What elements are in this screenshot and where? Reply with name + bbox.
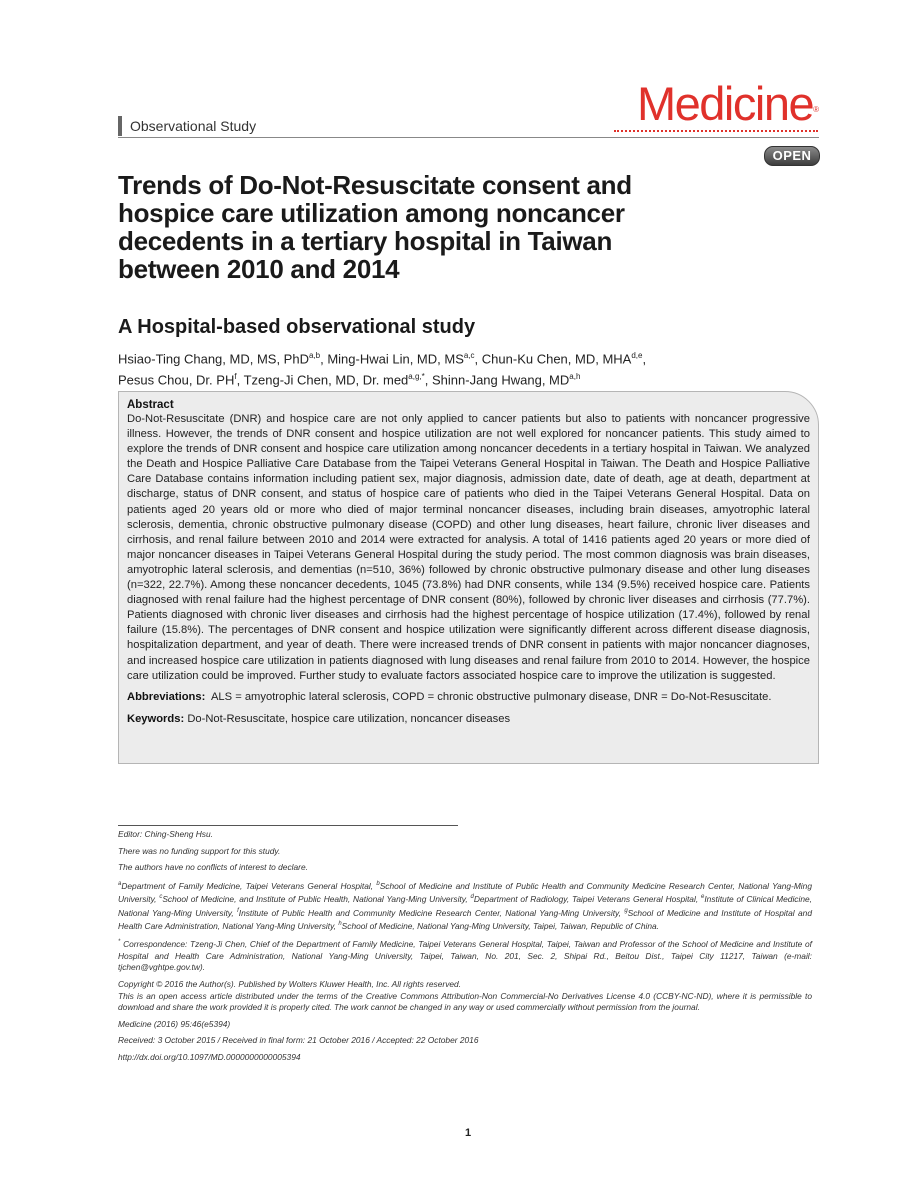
author-affiliation-mark: a,g,* (408, 372, 425, 382)
conflicts-note: The authors have no conflicts of interest to declare. (118, 862, 308, 873)
author-name: Tzeng-Ji Chen, MD, Dr. med (243, 372, 409, 388)
author-separator: , (642, 351, 647, 367)
author-affiliation-mark: f (234, 372, 237, 382)
abstract-box (118, 391, 819, 764)
keywords-label: Keywords: (127, 712, 185, 725)
affiliation-mark: h (338, 920, 342, 927)
footnote-rule (118, 825, 458, 826)
open-access-badge: OPEN (764, 146, 820, 166)
editor-note: Editor: Ching-Sheng Hsu. (118, 829, 213, 839)
abbreviations-label: Abbreviations: (127, 690, 206, 703)
author-name: Shinn-Jang Hwang, MD (431, 372, 570, 388)
registered-mark: ® (813, 105, 819, 114)
journal-logo-text: Medicine (637, 77, 814, 130)
author-affiliation-mark: a,c (463, 351, 475, 360)
author-list (118, 347, 818, 390)
affiliation-mark: b (376, 880, 380, 887)
footnotes (118, 829, 812, 1068)
article-subtitle: A Hospital-based observational study (118, 316, 476, 338)
keywords (127, 712, 810, 727)
affiliation-text: Institute of Public Health and Community Medicine Research Center, National Yang-Ming University, (238, 907, 625, 918)
header-rule (118, 137, 819, 138)
author-name: Ming-Hwai Lin, MD, MS (327, 351, 464, 367)
logo-dotted-rule (614, 130, 818, 132)
article-title: Trends of Do-Not-Resuscitate consent and hospice care utilization among noncancer decedents in a tertiary hospital in Taiwan between 2010 and 2014 (118, 170, 632, 284)
author-name: Chun-Ku Chen, MD, MHA (481, 351, 632, 367)
affiliation-text: Department of Radiology, Taipei Veterans General Hospital, (473, 893, 701, 904)
author-affiliation-mark: d,e (631, 351, 643, 360)
citation-note: Medicine (2016) 95:46(e5394) (118, 1018, 231, 1029)
affiliation-mark: c (159, 894, 163, 901)
abbreviations (127, 690, 810, 705)
affiliation-mark: f (237, 907, 239, 914)
abbreviations-text: ALS = amyotrophic lateral sclerosis, COPD = chronic obstructive pulmonary disease, DNR = Do-Not-Resuscitate. (210, 690, 772, 703)
copyright-note: Copyright © 2016 the Author(s). Published by Wolters Kluwer Health, Inc. All rights reserved. (118, 978, 462, 989)
author-name: Hsiao-Ting Chang, MD, MS, PhD (118, 351, 309, 367)
affiliation-text: Department of Family Medicine, Taipei Veterans General Hospital, (121, 880, 377, 891)
affiliation-text: School of Medicine and Institute of Hospital and Health Care Administration, National Yang-Ming University, (118, 907, 812, 931)
affiliation-text: School of Medicine and Institute of Public Health and Community Medicine Research Center, National Yang-Ming University, (118, 880, 812, 904)
author-separator: , (236, 372, 244, 388)
author-separator: , (424, 372, 432, 388)
funding-note: There was no funding support for this study. (118, 845, 281, 856)
author-affiliation-mark: a,h (569, 372, 581, 382)
affiliations-note (118, 879, 812, 933)
author-separator: , (474, 351, 482, 367)
affiliation-mark: a (118, 880, 122, 887)
page-number: 1 (464, 1127, 472, 1139)
license-note: This is an open access article distributed under the terms of the Creative Commons Attribution-Non Commercial-No Derivatives License 4.0 (CCBY-NC-ND), where it is permissible to download and share the work provided it is properly cited. The work cannot be changed in any way or used commercially without permission from the journal. (118, 990, 812, 1013)
author-affiliation-mark: a,b (308, 351, 321, 360)
correspondence-text: Correspondence: Tzeng-Ji Chen, Chief of the Department of Family Medicine, Taipei Veterans General Hospital, Taipei, Taiwan and Professor of the School of Medicine and Institute of Hospital and Health Care Administration, National Yang-Ming University, Taipei, Taiwan, No. 201, Sec. 2, Shipai Rd., Beitou Dist., Taipei City 11217, Taiwan (e-mail: tjchen@vghtpe.gov.tw). (118, 939, 812, 973)
received-note: Received: 3 October 2015 / Received in final form: 21 October 2016 / Accepted: 22 October 2016 (118, 1035, 479, 1046)
affiliation-text: School of Medicine, National Yang-Ming University, Taipei, Taiwan, Republic of China. (341, 920, 660, 931)
correspondence-mark: * (118, 939, 121, 946)
affiliation-mark: d (470, 894, 474, 901)
affiliation-text: Institute of Clinical Medicine, National Yang-Ming University, (118, 893, 812, 918)
correspondence-note (118, 937, 812, 974)
doi-link[interactable]: http://dx.doi.org/10.1097/MD.0000000000005394 (118, 1051, 301, 1062)
abstract-heading: Abstract (127, 399, 174, 411)
section-label: Observational Study (118, 116, 256, 136)
affiliation-mark: g (624, 907, 628, 914)
author-separator: , (320, 351, 328, 367)
affiliation-mark: e (701, 894, 705, 901)
journal-logo (637, 79, 819, 129)
affiliation-text: School of Medicine, and Institute of Public Health, National Yang-Ming University, (162, 893, 471, 904)
abstract-text: Do-Not-Resuscitate (DNR) and hospice care are not only applied to cancer patients but also to patients with noncancer progressive illness. However, the trends of DNR consent and hospice utilization are not well explored for noncancer patients. This study aimed to explore the trends of DNR consent and hospice care utilization among noncancer decedents in a tertiary hospital in Taiwan. We analyzed the Death and Hospice Palliative Care Database from the Taipei Veterans General Hospital in Taiwan. The Death and Hospice Palliative Care Database contains information including patient sex, major diagnosis, admission date, date of death, age at death, department at discharge, status of DNR consent, and status of hospice care of patients who died in the Taipei Veterans General Hospital. Data on patients aged 20 years old or more who died of major terminal noncancer diseases, including brain diseases, amyotrophic lateral sclerosis, dementia, chronic obstructive pulmonary disease (COPD) and other lung diseases, heart failure, chronic liver diseases and cirrhosis, and renal failure between 2010 and 2014 were extracted for analysis. A total of 1416 patients aged 20 years or more died of major noncancer diseases in Taipei Veterans General Hospital during the study period. The most common diagnosis was brain diseases, amyotrophic lateral sclerosis, and dementias (n=510, 36%) followed by chronic obstructive pulmonary disease and other lung diseases (n=322, 22.7%). Among these noncancer decedents, 1045 (73.8%) had DNR consents, while 134 (9.5%) received hospice care. Patients diagnosed with renal failure had the highest percentage of DNR consent (80%), followed by chronic liver diseases and cirrhosis (77.7%). Patients diagnosed with chronic liver diseases and cirrhosis had the highest percentage of hospice utilization (17.4%), followed by renal failure (15.8%). The percentages of DNR consent and hospice utilization were significantly different across different disease diagnosis, hospitalization department, and year of death. There were increased trends of DNR consent in patients with major noncancer diagnoses, and increased hospice care utilization in patients diagnosed with lung diseases and renal failure from 2010 to 2014. However, the hospice care utilization could be improved. Further study to evaluate factors associated hospice care to improve the utilization is suggested. (127, 413, 810, 682)
author-name: Pesus Chou, Dr. PH (118, 372, 235, 388)
keywords-text: Do-Not-Resuscitate, hospice care utilization, noncancer diseases (187, 712, 511, 725)
